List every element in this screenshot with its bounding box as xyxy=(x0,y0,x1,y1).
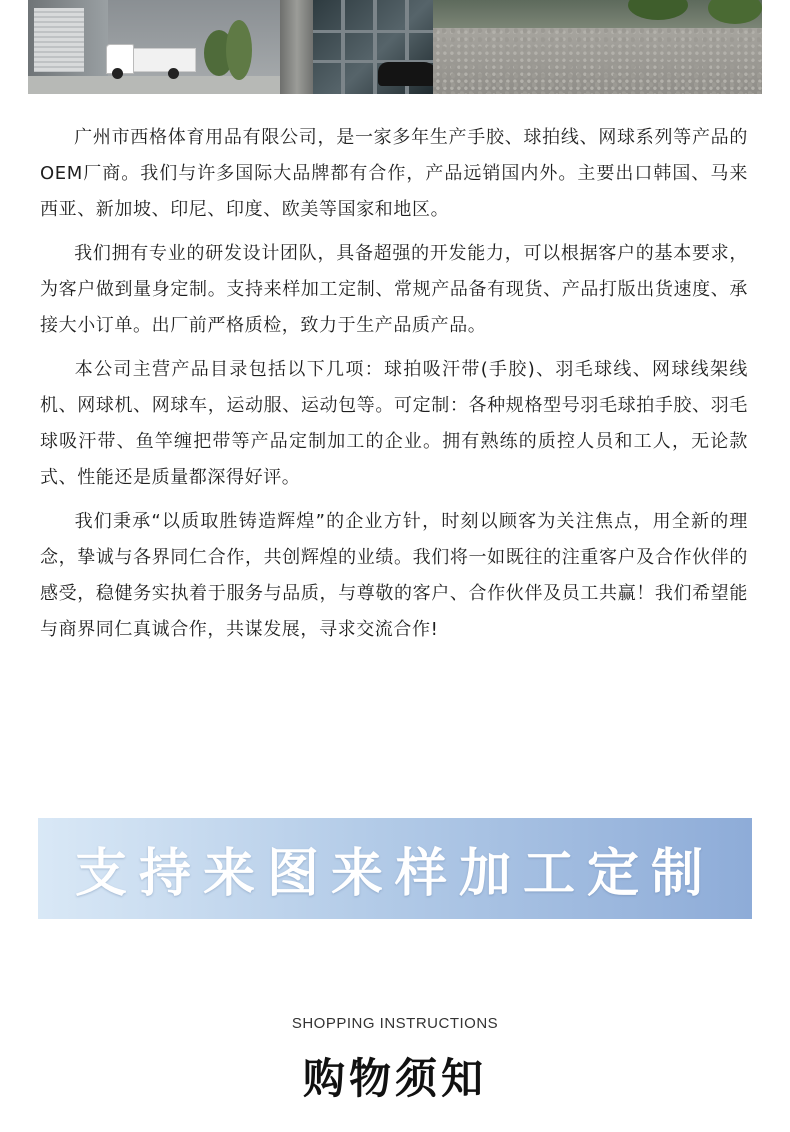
company-introduction xyxy=(40,120,748,656)
intro-paragraph-3: 本公司主营产品目录包括以下几项：球拍吸汗带(手胶)、羽毛球线、网球线架线机、网球机、网球车，运动服、运动包等。可定制：各种规格型号羽毛球拍手胶、羽毛球吸汗带、鱼竿缠把带等产品定制加工的企业。拥有熟练的质控人员和工人，无论款式、性能还是质量都深得好评。 xyxy=(40,359,748,488)
company-building-photo xyxy=(28,0,762,94)
shopping-instructions-title-cn: 购物须知 xyxy=(302,1054,487,1103)
intro-paragraph-1: 广州市西格体育用品有限公司，是一家多年生产手胶、球拍线、网球系列等产品的OEM厂商。我们与许多国际大品牌都有合作，产品远销国内外。主要出口韩国、马来西亚、新加坡、印尼、印度、欧美等国家和地区。 xyxy=(40,127,748,220)
truck-image xyxy=(128,48,196,72)
banner-text: 支持来图来样加工定制 xyxy=(74,844,715,904)
shopping-instructions-title-en: SHOPPING INSTRUCTIONS xyxy=(291,1015,499,1032)
custom-processing-banner xyxy=(38,818,752,919)
intro-paragraph-2: 我们拥有专业的研发设计团队，具备超强的开发能力，可以根据客户的基本要求，为客户做到量身定制。支持来样加工定制、常规产品备有现货、产品打版出货速度、承接大小订单。出厂前严格质检，致力于生产品质产品。 xyxy=(40,243,748,336)
intro-paragraph-4: 我们秉承“以质取胜铸造辉煌”的企业方针，时刻以顾客为关注焦点，用全新的理念，挚诚与各界同仁合作，共创辉煌的业绩。我们将一如既往的注重客户及合作伙伴的感受，稳健务实执着于服务与品质，与尊敬的客户、合作伙伴及员工共赢！我们希望能与商界同仁真诚合作，共谋发展，寻求交流合作! xyxy=(40,511,748,640)
